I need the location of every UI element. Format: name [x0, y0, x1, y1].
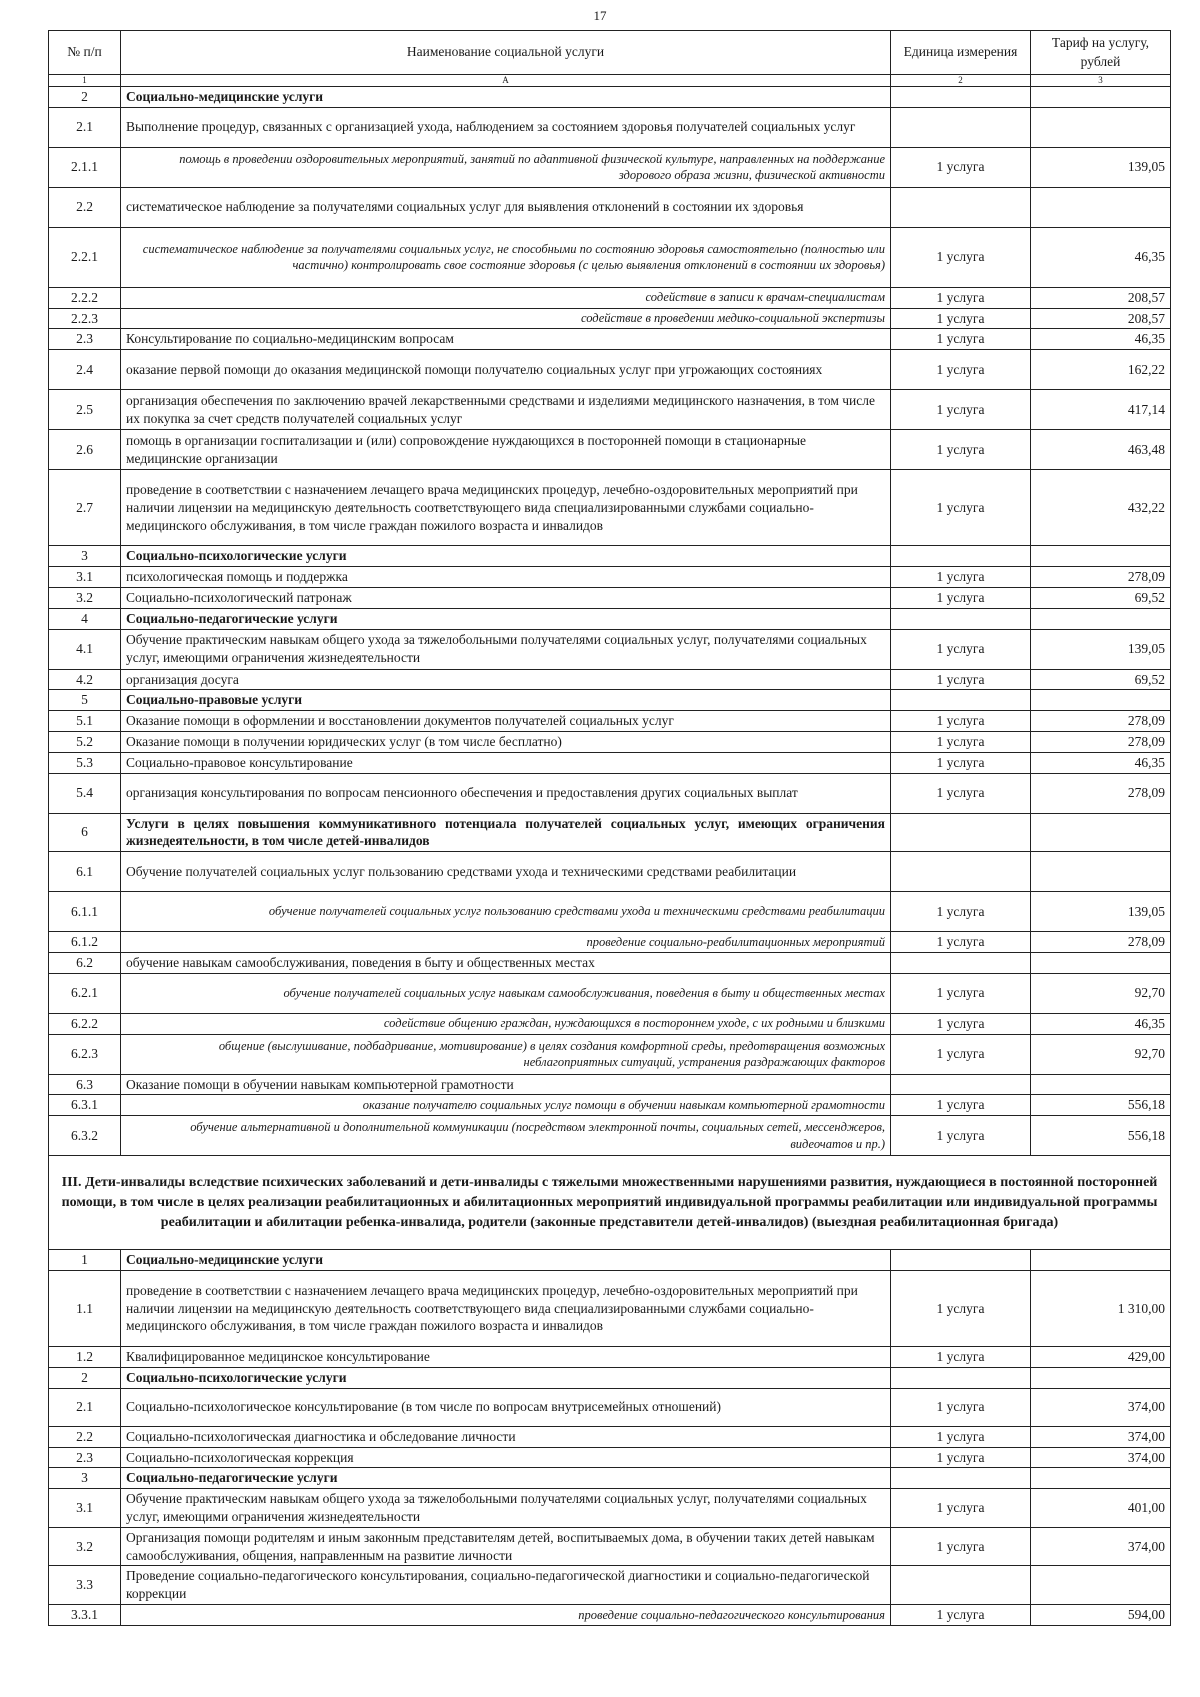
tariff-value	[1031, 1074, 1171, 1095]
row-number: 6.1.2	[49, 932, 121, 953]
service-name: Выполнение процедур, связанных с организацией ухода, наблюдением за состоянием здоровья получателей социальных услуг	[121, 107, 891, 147]
table-row	[49, 350, 1171, 390]
table-row	[49, 629, 1171, 669]
service-name: проведение в соответствии с назначением лечащего врача медицинских процедур, лечебно-оздоровительных мероприятий при наличии лицензии на медицинскую деятельность соответствующего вида специализированными службами социально-медицинского обслуживания, в том числе граждан пожилого возраста и инвалидов	[121, 470, 891, 546]
table-row	[49, 587, 1171, 608]
service-name: общение (выслушивание, подбадривание, мотивирование) в целях создания комфортной среды, предотвращения возможных неблагоприятных ситуаций, устранения раздражающих факторов	[121, 1034, 891, 1074]
row-number: 3.2	[49, 1527, 121, 1566]
table-row	[49, 1347, 1171, 1368]
section-row	[49, 690, 1171, 711]
tariff-value: 429,00	[1031, 1347, 1171, 1368]
tariff-value: 556,18	[1031, 1116, 1171, 1156]
table-row	[49, 892, 1171, 932]
table-row	[49, 973, 1171, 1013]
unit-of-measure	[891, 1566, 1031, 1605]
unit-of-measure	[891, 87, 1031, 108]
unit-of-measure: 1 услуга	[891, 227, 1031, 287]
row-number: 6.3	[49, 1074, 121, 1095]
row-number: 4.2	[49, 669, 121, 690]
section-row	[49, 813, 1171, 852]
service-name: обучение альтернативной и дополнительной коммуникации (посредством электронной почты, социальных сетей, мессенджеров, видеочатов и пр.)	[121, 1116, 891, 1156]
row-number: 2.1	[49, 107, 121, 147]
unit-of-measure: 1 услуга	[891, 147, 1031, 187]
tariff-value: 556,18	[1031, 1095, 1171, 1116]
tariff-value	[1031, 1566, 1171, 1605]
table-row	[49, 470, 1171, 546]
row-number: 6.3.1	[49, 1095, 121, 1116]
colnum-price: 3	[1031, 75, 1171, 87]
row-number: 2.2.1	[49, 227, 121, 287]
table-row	[49, 1447, 1171, 1468]
tariff-value	[1031, 546, 1171, 567]
tariff-value	[1031, 1468, 1171, 1489]
tariff-value: 69,52	[1031, 669, 1171, 690]
service-name: обучение получателей социальных услуг навыкам самообслуживания, поведения в быту и общественных местах	[121, 973, 891, 1013]
service-name: обучение получателей социальных услуг пользованию средствами ухода и техническими средствами реабилитации	[121, 892, 891, 932]
unit-of-measure	[891, 1250, 1031, 1271]
table-row	[49, 1388, 1171, 1426]
table-row	[49, 773, 1171, 813]
tariff-value: 417,14	[1031, 390, 1171, 430]
table-row	[49, 147, 1171, 187]
tariff-value	[1031, 107, 1171, 147]
row-number: 6.3.2	[49, 1116, 121, 1156]
unit-of-measure: 1 услуга	[891, 308, 1031, 329]
table-row	[49, 1527, 1171, 1566]
table-row	[49, 187, 1171, 227]
service-name: Оказание помощи в получении юридических услуг (в том числе бесплатно)	[121, 731, 891, 752]
table-row	[49, 1489, 1171, 1528]
table-row	[49, 752, 1171, 773]
tariff-value: 46,35	[1031, 1013, 1171, 1034]
unit-of-measure	[891, 107, 1031, 147]
section-row	[49, 608, 1171, 629]
row-number: 2.2.2	[49, 287, 121, 308]
service-name: психологическая помощь и поддержка	[121, 567, 891, 588]
unit-of-measure: 1 услуга	[891, 932, 1031, 953]
table-row	[49, 1426, 1171, 1447]
row-number: 2.3	[49, 329, 121, 350]
unit-of-measure: 1 услуга	[891, 430, 1031, 470]
unit-of-measure	[891, 187, 1031, 227]
tariff-value: 594,00	[1031, 1605, 1171, 1626]
service-name: Организация помощи родителям и иным законным представителям детей, воспитываемых дома, в обучении таких детей навыкам самообслуживания, общения, направленным на развитие личности	[121, 1527, 891, 1566]
row-number: 2	[49, 87, 121, 108]
tariff-value	[1031, 87, 1171, 108]
service-name: Социально-психологическое консультирование (в том числе по вопросам внутрисемейных отношений)	[121, 1388, 891, 1426]
service-name: Оказание помощи в оформлении и восстановлении документов получателей социальных услуг	[121, 711, 891, 732]
unit-of-measure: 1 услуга	[891, 892, 1031, 932]
row-number: 2.1	[49, 1388, 121, 1426]
header-unit: Единица измерения	[891, 31, 1031, 75]
row-number: 2.2	[49, 187, 121, 227]
service-name: систематическое наблюдение за получателями социальных услуг для выявления отклонений в состоянии их здоровья	[121, 187, 891, 227]
table-row	[49, 390, 1171, 430]
service-name: Оказание помощи в обучении навыкам компьютерной грамотности	[121, 1074, 891, 1095]
unit-of-measure: 1 услуга	[891, 1426, 1031, 1447]
tariff-value: 278,09	[1031, 731, 1171, 752]
tariff-value: 278,09	[1031, 932, 1171, 953]
table-row	[49, 1116, 1171, 1156]
unit-of-measure: 1 услуга	[891, 1447, 1031, 1468]
service-name: обучение навыкам самообслуживания, поведения в быту и общественных местах	[121, 953, 891, 974]
unit-of-measure	[891, 953, 1031, 974]
unit-of-measure: 1 услуга	[891, 773, 1031, 813]
service-name: Социально-психологическая коррекция	[121, 1447, 891, 1468]
service-name: оказание получателю социальных услуг помощи в обучении навыкам компьютерной грамотности	[121, 1095, 891, 1116]
unit-of-measure	[891, 690, 1031, 711]
section-row	[49, 1250, 1171, 1271]
unit-of-measure: 1 услуга	[891, 350, 1031, 390]
tariff-value	[1031, 852, 1171, 892]
tariff-value	[1031, 1367, 1171, 1388]
table-row	[49, 329, 1171, 350]
service-name: проведение в соответствии с назначением лечащего врача медицинских процедур, лечебно-оздоровительных мероприятий при наличии лицензии на медицинскую деятельность соответствующего вида специализированными службами социально-медицинского обслуживания, в том числе граждан пожилого возраста и инвалидов	[121, 1271, 891, 1347]
unit-of-measure: 1 услуга	[891, 329, 1031, 350]
tariff-value: 46,35	[1031, 329, 1171, 350]
unit-of-measure: 1 услуга	[891, 731, 1031, 752]
tariff-value: 92,70	[1031, 973, 1171, 1013]
unit-of-measure: 1 услуга	[891, 470, 1031, 546]
section-heading-text: III. Дети-инвалиды вследствие психических заболеваний и дети-инвалиды с тяжелыми множественными нарушениями развития, нуждающиеся в постоянной посторонней помощи, в том числе в целях реализации реабилитационных и абилитационных мероприятий индивидуальной программы реабилитации или индивидуальной программы реабилитации и абилитации ребенка-инвалида, родители (законные представители детей-инвалидов) (выездная реабилитационная бригада)	[49, 1156, 1171, 1250]
table-row	[49, 1605, 1171, 1626]
tariff-table-body	[49, 31, 1171, 1626]
service-name: организация обеспечения по заключению врачей лекарственными средствами и изделиями медицинского назначения, в том числе их покупка за счет средств получателей социальных услуг	[121, 390, 891, 430]
tariff-value: 278,09	[1031, 711, 1171, 732]
service-name: Социально-педагогические услуги	[121, 608, 891, 629]
row-number: 1.2	[49, 1347, 121, 1368]
table-row	[49, 1095, 1171, 1116]
colnum-name: А	[121, 75, 891, 87]
table-row	[49, 1013, 1171, 1034]
service-name: проведение социально-педагогического консультирования	[121, 1605, 891, 1626]
section-row	[49, 546, 1171, 567]
tariff-value	[1031, 813, 1171, 852]
tariff-value: 463,48	[1031, 430, 1171, 470]
table-row	[49, 1271, 1171, 1347]
service-name: Обучение практическим навыкам общего ухода за тяжелобольными получателями социальных услуг, получателями социальных услуг, имеющими ограничения жизнедеятельности	[121, 629, 891, 669]
unit-of-measure: 1 услуга	[891, 587, 1031, 608]
row-number: 2.5	[49, 390, 121, 430]
section-row	[49, 1468, 1171, 1489]
tariff-value: 162,22	[1031, 350, 1171, 390]
row-number: 3.1	[49, 1489, 121, 1528]
tariff-table	[48, 30, 1171, 1626]
row-number: 5.3	[49, 752, 121, 773]
service-name: содействие в записи к врачам-специалистам	[121, 287, 891, 308]
tariff-value: 208,57	[1031, 287, 1171, 308]
table-row	[49, 107, 1171, 147]
colnum-unit: 2	[891, 75, 1031, 87]
service-name: Обучение получателей социальных услуг пользованию средствами ухода и техническими средствами реабилитации	[121, 852, 891, 892]
table-header-row	[49, 31, 1171, 75]
service-name: Социально-правовые услуги	[121, 690, 891, 711]
table-row	[49, 932, 1171, 953]
unit-of-measure: 1 услуга	[891, 711, 1031, 732]
unit-of-measure: 1 услуга	[891, 1116, 1031, 1156]
service-name: систематическое наблюдение за получателями социальных услуг, не способными по состоянию здоровья самостоятельно (полностью или частично) контролировать свое состояние здоровья (с целью выявления отклонений в состоянии их здоровья)	[121, 227, 891, 287]
service-name: Проведение социально-педагогического консультирования, социально-педагогической диагностики и социально-педагогической коррекции	[121, 1566, 891, 1605]
table-row	[49, 1074, 1171, 1095]
unit-of-measure	[891, 1367, 1031, 1388]
row-number: 5.2	[49, 731, 121, 752]
service-name: проведение социально-реабилитационных мероприятий	[121, 932, 891, 953]
tariff-value: 139,05	[1031, 147, 1171, 187]
service-name: Социально-психологический патронаж	[121, 587, 891, 608]
service-name: организация досуга	[121, 669, 891, 690]
unit-of-measure	[891, 852, 1031, 892]
unit-of-measure	[891, 1468, 1031, 1489]
tariff-value	[1031, 187, 1171, 227]
page-number: 17	[593, 8, 607, 23]
service-name: Квалифицированное медицинское консультирование	[121, 1347, 891, 1368]
table-row	[49, 852, 1171, 892]
service-name: помощь в организации госпитализации и (или) сопровождение нуждающихся в посторонней помощи в стационарные медицинские организации	[121, 430, 891, 470]
service-name: помощь в проведении оздоровительных мероприятий, занятий по адаптивной физической культуре, направленных на поддержание здорового образа жизни, физической активности	[121, 147, 891, 187]
unit-of-measure: 1 услуга	[891, 752, 1031, 773]
row-number: 6.2.3	[49, 1034, 121, 1074]
service-name: Социально-психологические услуги	[121, 546, 891, 567]
row-number: 3	[49, 546, 121, 567]
header-name: Наименование социальной услуги	[121, 31, 891, 75]
service-name: Социально-психологические услуги	[121, 1367, 891, 1388]
row-number: 5.1	[49, 711, 121, 732]
row-number: 5	[49, 690, 121, 711]
row-number: 4	[49, 608, 121, 629]
row-number: 4.1	[49, 629, 121, 669]
unit-of-measure: 1 услуга	[891, 669, 1031, 690]
unit-of-measure: 1 услуга	[891, 390, 1031, 430]
unit-of-measure	[891, 813, 1031, 852]
tariff-value: 374,00	[1031, 1527, 1171, 1566]
unit-of-measure: 1 услуга	[891, 1489, 1031, 1528]
table-row	[49, 731, 1171, 752]
section-row	[49, 87, 1171, 108]
table-row	[49, 669, 1171, 690]
tariff-value	[1031, 953, 1171, 974]
row-number: 2.4	[49, 350, 121, 390]
row-number: 6.1.1	[49, 892, 121, 932]
unit-of-measure: 1 услуга	[891, 1527, 1031, 1566]
table-row	[49, 567, 1171, 588]
row-number: 2.1.1	[49, 147, 121, 187]
unit-of-measure: 1 услуга	[891, 1095, 1031, 1116]
tariff-value	[1031, 1250, 1171, 1271]
row-number: 6.2	[49, 953, 121, 974]
service-name: Социально-правовое консультирование	[121, 752, 891, 773]
tariff-value: 46,35	[1031, 227, 1171, 287]
unit-of-measure: 1 услуга	[891, 1347, 1031, 1368]
unit-of-measure	[891, 608, 1031, 629]
row-number: 6.2.1	[49, 973, 121, 1013]
service-name: Услуги в целях повышения коммуникативного потенциала получателей социальных услуг, имеющих ограничения жизнедеятельности, в том числе детей-инвалидов	[121, 813, 891, 852]
row-number: 5.4	[49, 773, 121, 813]
table-row	[49, 953, 1171, 974]
row-number: 3.3	[49, 1566, 121, 1605]
tariff-value: 92,70	[1031, 1034, 1171, 1074]
tariff-value: 374,00	[1031, 1388, 1171, 1426]
unit-of-measure: 1 услуга	[891, 629, 1031, 669]
service-name: Обучение практическим навыкам общего ухода за тяжелобольными получателями социальных услуг, получателями социальных услуг, имеющими ограничения жизнедеятельности	[121, 1489, 891, 1528]
row-number: 3	[49, 1468, 121, 1489]
row-number: 2.6	[49, 430, 121, 470]
tariff-value	[1031, 690, 1171, 711]
tariff-value: 374,00	[1031, 1447, 1171, 1468]
section-row	[49, 1367, 1171, 1388]
tariff-value: 208,57	[1031, 308, 1171, 329]
tariff-value: 278,09	[1031, 567, 1171, 588]
tariff-value: 139,05	[1031, 629, 1171, 669]
row-number: 2.3	[49, 1447, 121, 1468]
service-name: Социально-медицинские услуги	[121, 87, 891, 108]
column-number-row	[49, 75, 1171, 87]
service-name: Социально-педагогические услуги	[121, 1468, 891, 1489]
unit-of-measure: 1 услуга	[891, 1605, 1031, 1626]
table-row	[49, 308, 1171, 329]
row-number: 2.2.3	[49, 308, 121, 329]
table-row	[49, 711, 1171, 732]
service-name: Социально-психологическая диагностика и обследование личности	[121, 1426, 891, 1447]
row-number: 1	[49, 1250, 121, 1271]
table-row	[49, 430, 1171, 470]
table-row	[49, 1034, 1171, 1074]
tariff-value	[1031, 608, 1171, 629]
row-number: 3.3.1	[49, 1605, 121, 1626]
unit-of-measure: 1 услуга	[891, 287, 1031, 308]
unit-of-measure: 1 услуга	[891, 1271, 1031, 1347]
colnum-num: 1	[49, 75, 121, 87]
service-name: Социально-медицинские услуги	[121, 1250, 891, 1271]
header-num: № п/п	[49, 31, 121, 75]
service-name: содействие в проведении медико-социальной экспертизы	[121, 308, 891, 329]
unit-of-measure: 1 услуга	[891, 567, 1031, 588]
row-number: 1.1	[49, 1271, 121, 1347]
table-row	[49, 287, 1171, 308]
row-number: 2.7	[49, 470, 121, 546]
tariff-value: 1 310,00	[1031, 1271, 1171, 1347]
row-number: 2	[49, 1367, 121, 1388]
service-name: Консультирование по социально-медицинским вопросам	[121, 329, 891, 350]
unit-of-measure: 1 услуга	[891, 1013, 1031, 1034]
row-number: 6.2.2	[49, 1013, 121, 1034]
service-name: организация консультирования по вопросам пенсионного обеспечения и предоставления других социальных выплат	[121, 773, 891, 813]
row-number: 6	[49, 813, 121, 852]
table-row	[49, 227, 1171, 287]
table-row	[49, 1566, 1171, 1605]
tariff-value: 278,09	[1031, 773, 1171, 813]
row-number: 6.1	[49, 852, 121, 892]
unit-of-measure: 1 услуга	[891, 1034, 1031, 1074]
tariff-value: 69,52	[1031, 587, 1171, 608]
row-number: 3.2	[49, 587, 121, 608]
tariff-value: 46,35	[1031, 752, 1171, 773]
service-name: содействие общению граждан, нуждающихся в постороннем уходе, с их родными и близкими	[121, 1013, 891, 1034]
unit-of-measure	[891, 1074, 1031, 1095]
unit-of-measure: 1 услуга	[891, 1388, 1031, 1426]
unit-of-measure	[891, 546, 1031, 567]
unit-of-measure: 1 услуга	[891, 973, 1031, 1013]
tariff-value: 374,00	[1031, 1426, 1171, 1447]
tariff-value: 401,00	[1031, 1489, 1171, 1528]
section-heading-row	[49, 1156, 1171, 1250]
service-name: оказание первой помощи до оказания медицинской помощи получателю социальных услуг при угрожающих состояниях	[121, 350, 891, 390]
row-number: 3.1	[49, 567, 121, 588]
header-price: Тариф на услугу, рублей	[1031, 31, 1171, 75]
row-number: 2.2	[49, 1426, 121, 1447]
tariff-value: 432,22	[1031, 470, 1171, 546]
tariff-value: 139,05	[1031, 892, 1171, 932]
